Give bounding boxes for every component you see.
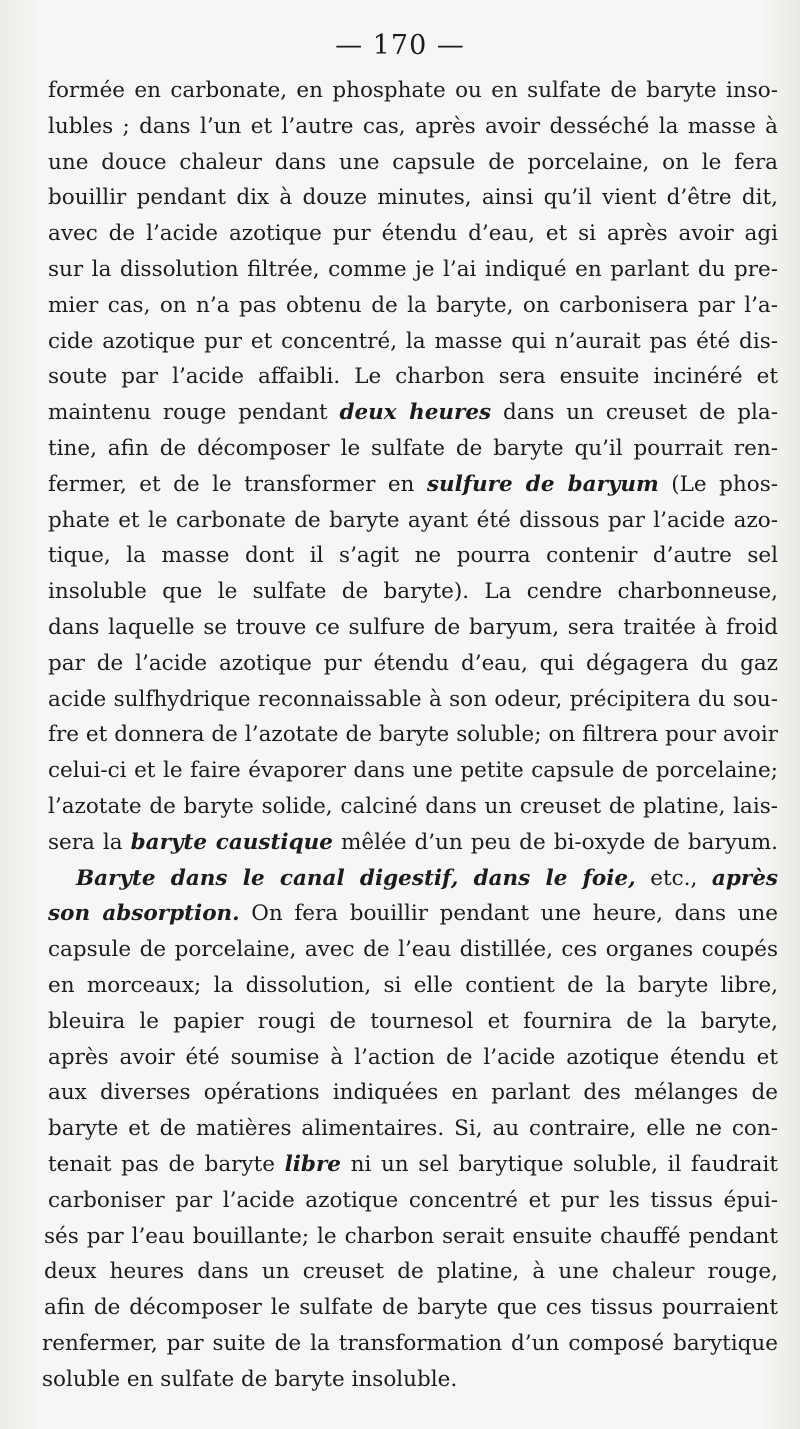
text-line: dans laquelle se trouve ce sulfure de baryum, sera traitée à froid bbox=[48, 614, 778, 640]
text-line: après avoir été soumise à l’action de l’acide azotique étendu et bbox=[48, 1044, 778, 1070]
text-line: deux heures dans un creuset de platine, à une chaleur rouge, bbox=[44, 1259, 778, 1285]
italic-phrase: après bbox=[711, 865, 778, 891]
text-line: Baryte dans le canal digestif, dans le foie, etc., après bbox=[76, 865, 778, 891]
text-line: celui-ci et le faire évaporer dans une petite capsule de porcelaine; bbox=[48, 758, 778, 784]
text-line: bleuira le papier rougi de tournesol et fournira de la baryte, bbox=[48, 1008, 778, 1034]
text-line: lubles ; dans l’un et l’autre cas, après avoir desséché la masse à bbox=[48, 113, 778, 139]
italic-heading: Baryte dans le canal digestif, dans le foie, bbox=[76, 865, 636, 891]
italic-phrase: sulfure de baryum bbox=[426, 471, 659, 497]
text-line: l’azotate de baryte solide, calciné dans un creuset de platine, lais- bbox=[48, 793, 778, 819]
page-body bbox=[42, 73, 778, 1397]
text-line: sés par l’eau bouillante; le charbon serait ensuite chauffé pendant bbox=[44, 1223, 778, 1249]
italic-phrase: deux heures bbox=[339, 400, 492, 426]
text-line: afin de décomposer le sulfate de baryte que ces tissus pourraient bbox=[44, 1295, 778, 1321]
italic-heading: son absorption. bbox=[48, 901, 240, 927]
text-line: fermer, et de le transformer en sulfure de baryum (Le phos- bbox=[48, 471, 778, 497]
text-line: mier cas, on n’a pas obtenu de la baryte, on carbonisera par l’a- bbox=[48, 292, 778, 318]
text-line: en morceaux; la dissolution, si elle contient de la baryte libre, bbox=[48, 972, 778, 998]
text-line: phate et le carbonate de baryte ayant été dissous par l’acide azo- bbox=[48, 507, 778, 533]
text-line: soute par l’acide affaibli. Le charbon sera ensuite incinéré et bbox=[48, 364, 778, 390]
text-line: avec de l’acide azotique pur étendu d’eau, et si après avoir agi bbox=[48, 221, 778, 247]
text-line: par de l’acide azotique pur étendu d’eau, qui dégagera du gaz bbox=[48, 650, 778, 676]
text-line: baryte et de matières alimentaires. Si, au contraire, elle ne con- bbox=[48, 1116, 778, 1142]
text-line: aux diverses opérations indiquées en parlant des mélanges de bbox=[48, 1080, 778, 1106]
text-line: tique, la masse dont il s’agit ne pourra contenir d’autre sel bbox=[48, 543, 778, 569]
text-line: bouillir pendant dix à douze minutes, ainsi qu’il vient d’être dit, bbox=[48, 185, 778, 211]
text-line: insoluble que le sulfate de baryte). La cendre charbonneuse, bbox=[48, 579, 778, 605]
text-line: acide sulfhydrique reconnaissable à son odeur, précipitera du sou- bbox=[48, 686, 778, 712]
italic-phrase: baryte caustique bbox=[130, 829, 333, 855]
text-line: sur la dissolution filtrée, comme je l’ai indiqué en parlant du pre- bbox=[48, 256, 778, 282]
text-line: une douce chaleur dans une capsule de porcelaine, on le fera bbox=[48, 149, 778, 175]
text-line: maintenu rouge pendant deux heures dans un creuset de pla- bbox=[48, 400, 778, 426]
text-line: cide azotique pur et concentré, la masse qui n’aurait pas été dis- bbox=[48, 328, 778, 354]
text-line: tenait pas de baryte libre ni un sel barytique soluble, il faudrait bbox=[48, 1151, 778, 1177]
text-line: carboniser par l’acide azotique concentré et pur les tissus épui- bbox=[48, 1187, 778, 1213]
text-line: son absorption. On fera bouillir pendant une heure, dans une bbox=[48, 901, 778, 927]
text-line: fre et donnera de l’azotate de baryte soluble; on filtrera pour avoir bbox=[48, 722, 778, 748]
text-line: soluble en sulfate de baryte insoluble. bbox=[42, 1366, 458, 1392]
page-number: — 170 — bbox=[335, 30, 465, 61]
text-line: sera la baryte caustique mêlée d’un peu de bi-oxyde de baryum. bbox=[48, 829, 778, 855]
text-line: renfermer, par suite de la transformation d’un composé barytique bbox=[42, 1330, 778, 1356]
text-line: tine, afin de décomposer le sulfate de baryte qu’il pourrait ren- bbox=[48, 435, 778, 461]
text-line: formée en carbonate, en phosphate ou en sulfate de baryte inso- bbox=[48, 78, 778, 103]
text-line: capsule de porcelaine, avec de l’eau distillée, ces organes coupés bbox=[48, 937, 778, 963]
italic-phrase: libre bbox=[284, 1151, 341, 1177]
